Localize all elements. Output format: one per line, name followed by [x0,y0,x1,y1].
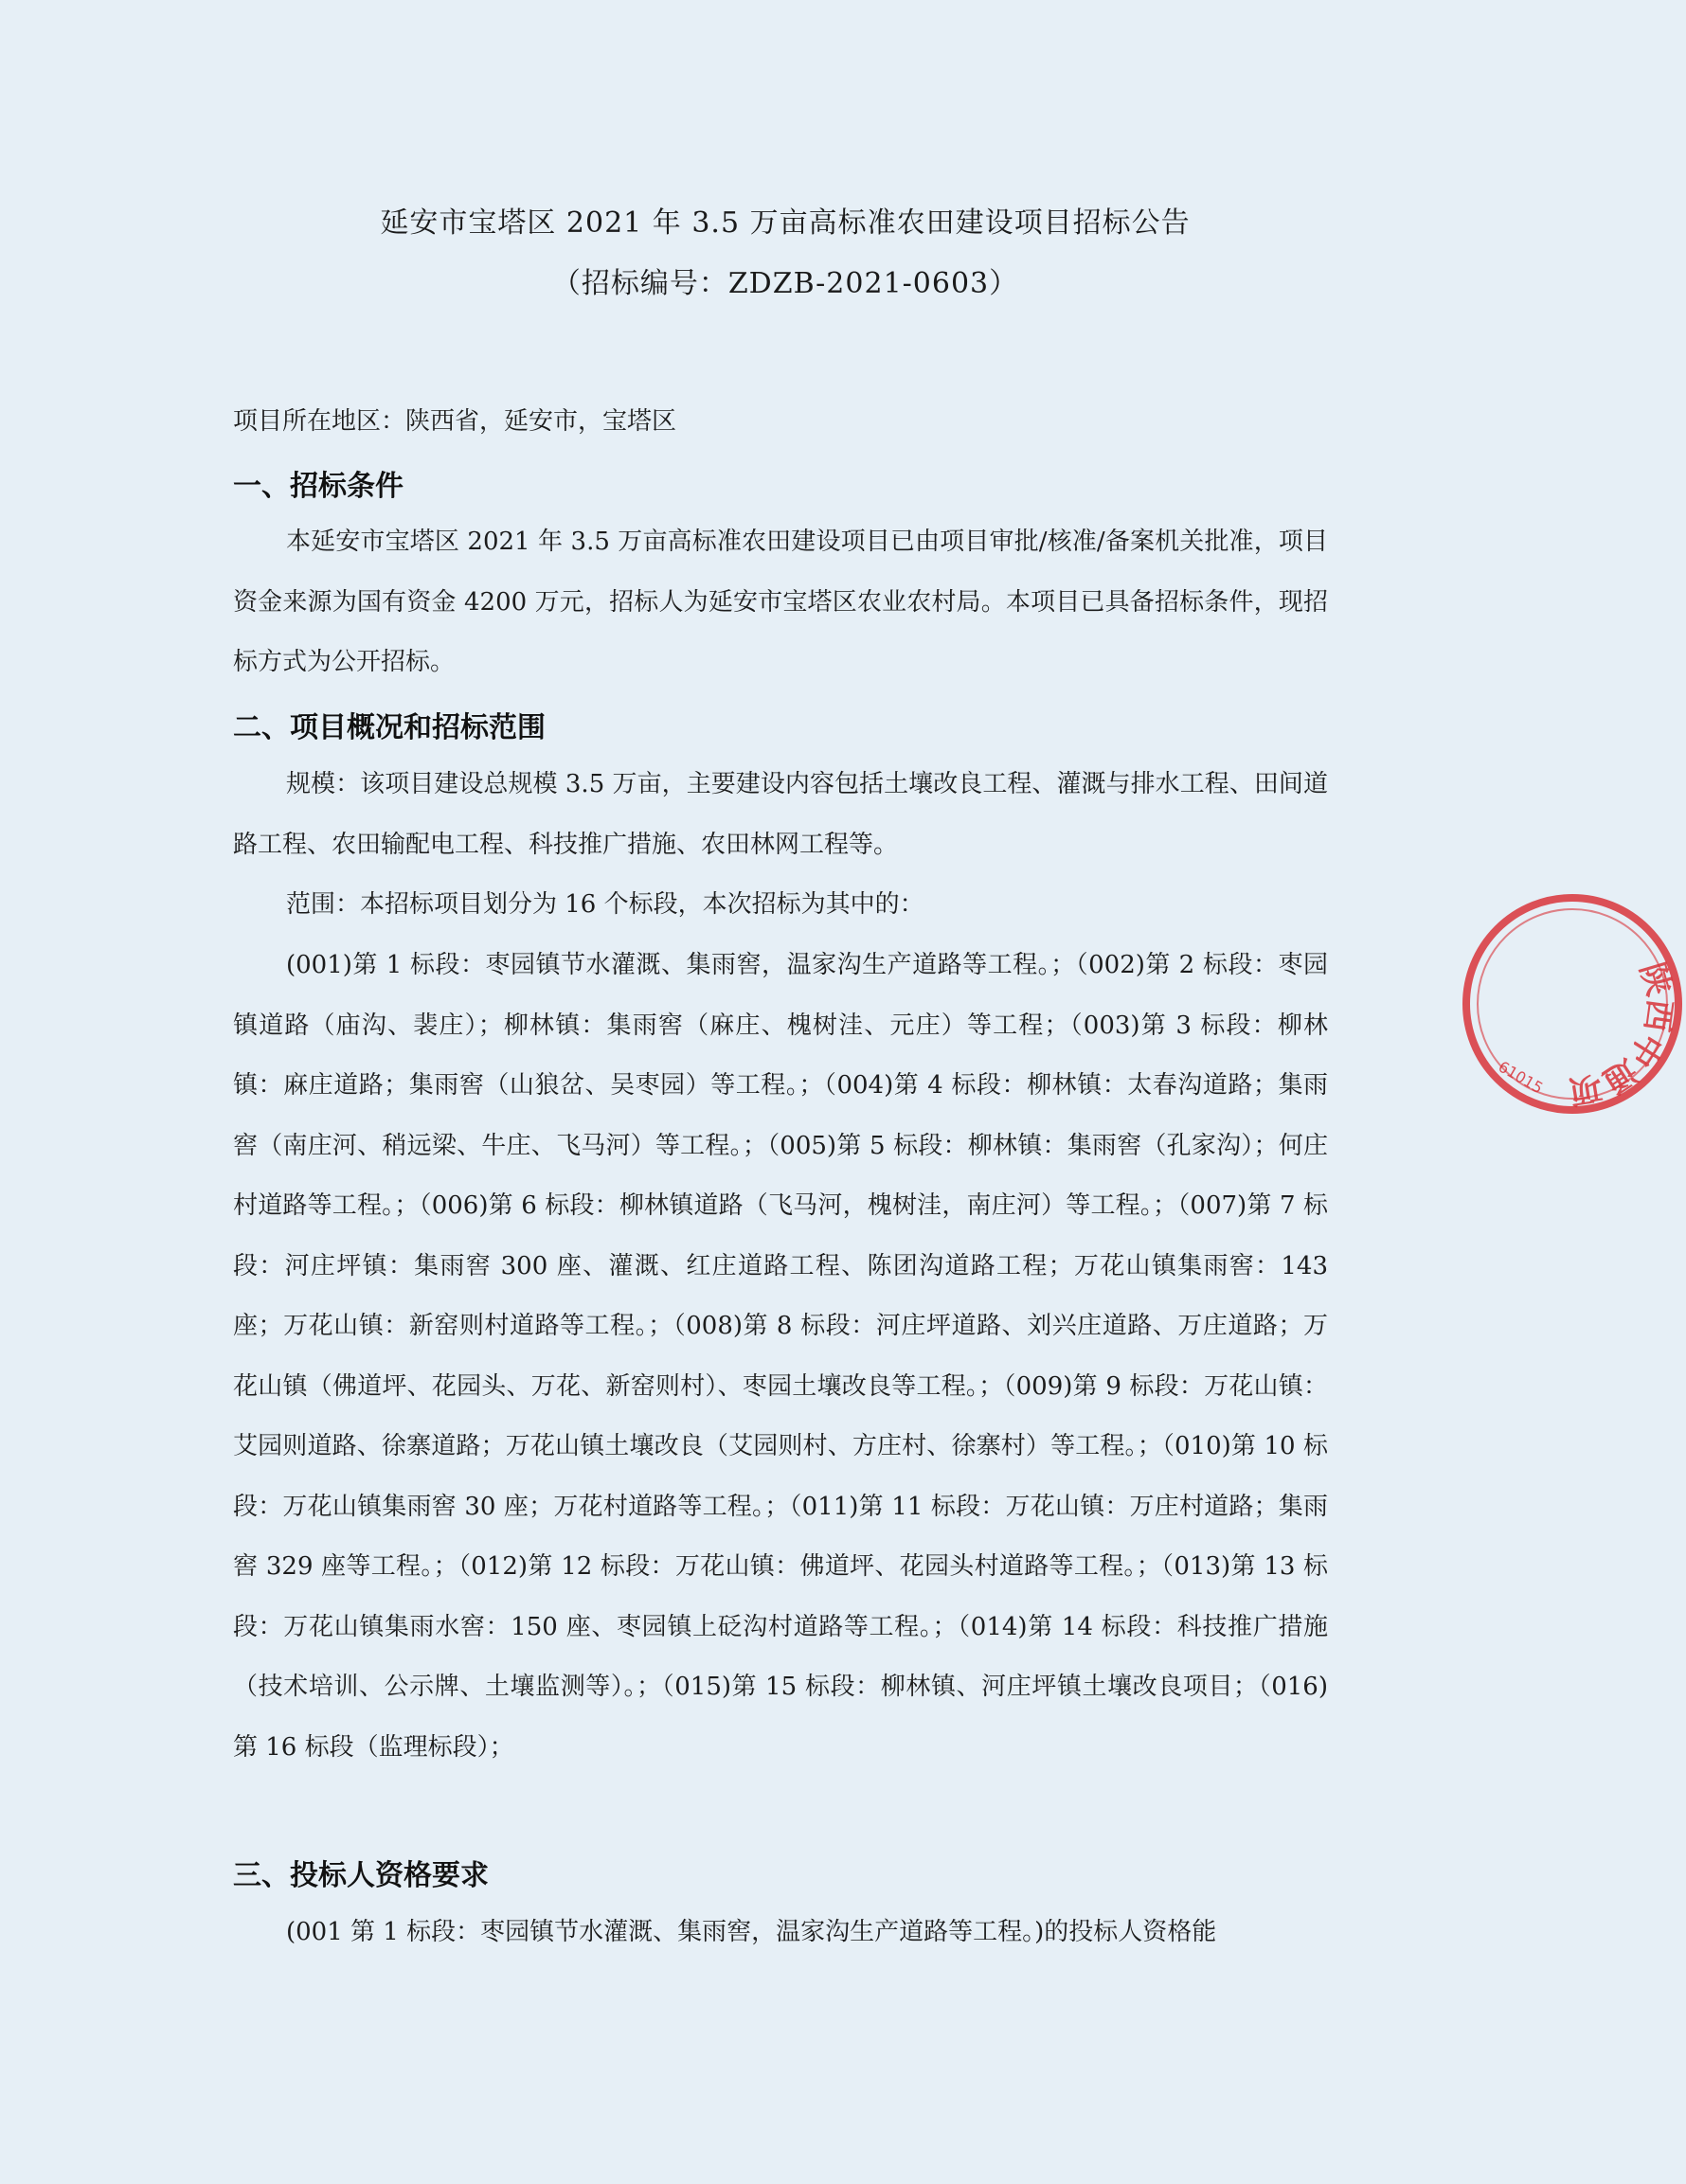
document-title: 延安市宝塔区 2021 年 3.5 万亩高标准农田建设项目招标公告 [380,206,1191,240]
section2-scale: 规模：该项目建设总规模 3.5 万亩，主要建设内容包括土壤改良工程、灌溉与排水工程、田间道路工程、农田输配电工程、科技推广措施、农田林网工程等。 [233,770,1328,859]
tender-number: （招标编号：ZDZB-2021-0603） [551,267,1019,300]
section1-text: 本延安市宝塔区 2021 年 3.5 万亩高标准农田建设项目已由项目审批/核准/备案机关批准，项目资金来源为国有资金 4200 万元，招标人为延安市宝塔区农业农村局。本项目已具备招标条件，现招标方式为公开招标。 [233,528,1328,676]
project-location: 项目所在地区：陕西省，延安市，宝塔区 [233,407,677,436]
section2-scope: 范围：本招标项目划分为 16 个标段，本次招标为其中的： [286,890,924,919]
svg-text:61015: 61015 [1495,1057,1547,1098]
section2-lots: (001)第 1 标段：枣园镇节水灌溉、集雨窖，温家沟生产道路等工程。；（002)第 2 标段：枣园镇道路（庙沟、裴庄）；柳林镇：集雨窖（麻庄、槐树洼、元庄）等工程；（003)第 3 标段：柳林镇：麻庄道路；集雨窖（山狼岔、吴枣园）等工程。；（004)第 4 标段：柳林镇：太春沟道路；集雨窖（南庄河、稍远梁、牛庄、飞马河）等工程。；（005)第 5 标段：柳林镇：集雨窖（孔家沟）；何庄村道路等工程。；（006)第 6 标段：柳林镇道路（飞马河，槐树洼，南庄河）等工程。；（007)第 7 标段：河庄坪镇：集雨窖 300 座、灌溉、红庄道路工程、陈团沟道路工程；万花山镇集雨窖：143 座；万花山镇：新窑则村道路等工程。；（008)第 8 标段：河庄坪道路、刘兴庄道路、万庄道路；万花山镇（佛道坪、花园头、万花、新窑则村）、枣园土壤改良等工程。；（009)第 9 标段：万花山镇：艾园则道路、徐寨道路；万花山镇土壤改良（艾园则村、方庄村、徐寨村）等工程。；（010)第 10 标段：万花山镇集雨窖 30 座；万花村道路等工程。；（011)第 11 标段：万花山镇：万庄村道路；集雨窖 329 座等工程。；（012)第 12 标段：万花山镇：佛道坪、花园头村道路等工程。；（013)第 13 标段：万花山镇集雨水窖：150 座、枣园镇上砭沟村道路等工程。；（014)第 14 标段：科技推广措施（技术培训、公示牌、土壤监测等）。；（015)第 15 标段：柳林镇、河庄坪镇土壤改良项目；（016)第 16 标段（监理标段）； [233,951,1329,1762]
section3-heading: 三、投标人资格要求 [233,1859,489,1892]
company-seal-stamp [1459,890,1686,1118]
section3-text: (001 第 1 标段：枣园镇节水灌溉、集雨窖，温家沟生产道路等工程。)的投标人资格能 [286,1918,1217,1946]
section1-heading: 一、招标条件 [233,470,404,503]
svg-text:陕西中通项: 陕西中通项 [1567,958,1679,1111]
section2-heading: 二、项目概况和招标范围 [233,711,546,744]
